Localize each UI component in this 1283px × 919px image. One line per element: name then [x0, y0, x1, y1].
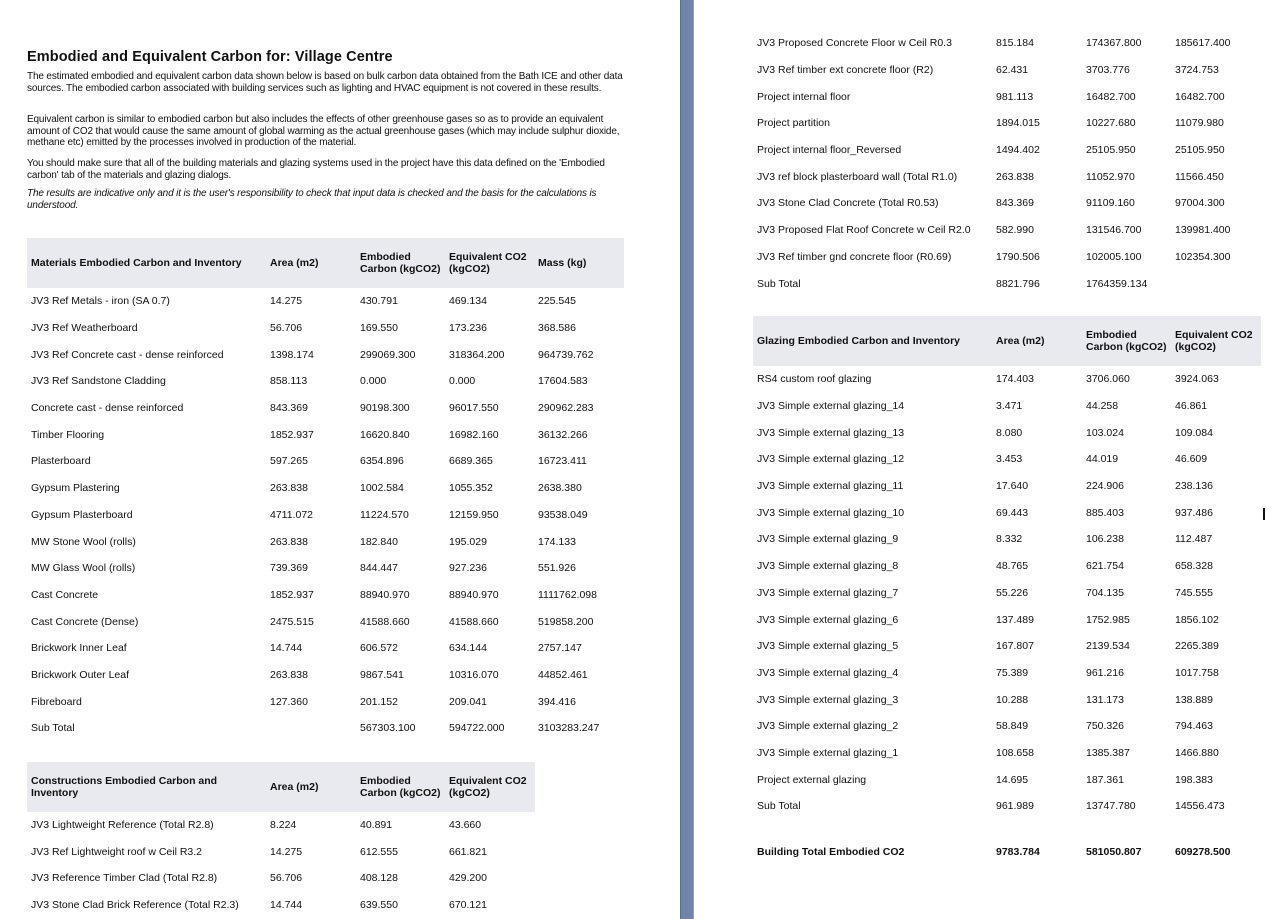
materials-cell: 88940.970 [449, 588, 499, 601]
materials-row [27, 288, 624, 315]
materials-cell: JV3 Ref Concrete cast - dense reinforced [31, 348, 224, 361]
constructions-cell: JV3 Lightweight Reference (Total R2.8) [31, 819, 214, 832]
glazing-header-equivalent: Equivalent CO2 (kgCO2) [1171, 316, 1261, 366]
constructions-continued-cell: 16482.700 [1175, 90, 1225, 103]
glazing-row [753, 499, 1261, 526]
glazing-cell: Sub Total [757, 800, 801, 813]
materials-cell: 173.236 [449, 322, 487, 335]
glazing-cell: RS4 custom roof glazing [757, 373, 872, 386]
materials-cell: 964739.762 [538, 348, 594, 361]
glazing-cell: 794.463 [1175, 720, 1213, 733]
materials-cell: 44852.461 [538, 668, 588, 681]
materials-cell: Concrete cast - dense reinforced [31, 402, 184, 415]
glazing-cell: 3924.063 [1175, 373, 1219, 386]
materials-row [27, 582, 624, 609]
constructions-continued-cell: 25105.950 [1175, 144, 1225, 157]
materials-cell: 174.133 [538, 535, 576, 548]
glazing-cell: 17.640 [996, 480, 1029, 493]
glazing-row [753, 393, 1261, 420]
constructions-continued-row [753, 244, 1261, 271]
materials-row [27, 635, 624, 662]
constructions-cell: 40.891 [360, 819, 393, 832]
constructions-continued-cell: JV3 Ref timber gnd concrete floor (R0.69) [757, 250, 952, 263]
constructions-continued-cell: 11079.980 [1175, 117, 1224, 130]
glazing-row [753, 526, 1261, 553]
glazing-row [753, 713, 1261, 740]
constructions-continued-cell: 582.990 [996, 224, 1034, 237]
materials-header-equivalent: Equivalent CO2 (kgCO2) [445, 238, 534, 288]
materials-row [27, 315, 624, 342]
materials-row [27, 421, 624, 448]
materials-cell: 4711.072 [270, 508, 314, 521]
constructions-continued-row [753, 30, 1261, 57]
materials-cell: 90198.300 [360, 402, 410, 415]
glazing-cell: JV3 Simple external glazing_9 [757, 533, 899, 546]
materials-cell: 17604.583 [538, 375, 588, 388]
glazing-cell: 137.489 [996, 613, 1034, 626]
glazing-cell: 1856.102 [1175, 613, 1219, 626]
glazing-row [753, 446, 1261, 473]
materials-cell: 430.791 [360, 295, 398, 308]
glazing-cell: 48.765 [996, 560, 1029, 573]
materials-cell: 606.572 [360, 642, 398, 655]
glazing-row [753, 419, 1261, 446]
constructions-continued-cell: 8821.796 [996, 277, 1040, 290]
constructions-continued-cell: 185617.400 [1175, 37, 1231, 50]
glazing-cell: JV3 Simple external glazing_1 [757, 746, 899, 759]
materials-cell: 11224.570 [360, 508, 409, 521]
materials-cell [266, 715, 356, 742]
glazing-header-embodied: Embodied Carbon (kgCO2) [1082, 316, 1171, 366]
materials-cell: 6354.896 [360, 455, 404, 468]
glazing-cell: 167.807 [996, 640, 1034, 653]
glazing-cell: 138.889 [1175, 693, 1213, 706]
glazing-cell: 2265.389 [1175, 640, 1219, 653]
materials-row [27, 688, 624, 715]
glazing-cell: Project external glazing [757, 773, 867, 786]
glazing-cell: JV3 Simple external glazing_11 [757, 480, 904, 493]
materials-row [27, 715, 624, 742]
glazing-row [753, 606, 1261, 633]
glazing-cell: 58.849 [996, 720, 1029, 733]
constructions-header-area: Area (m2) [266, 762, 356, 812]
glazing-cell: 224.906 [1086, 480, 1124, 493]
materials-cell: MW Stone Wool (rolls) [31, 535, 136, 548]
glazing-cell: 112.487 [1175, 533, 1213, 546]
materials-row [27, 395, 624, 422]
constructions-continued-cell: 843.369 [996, 197, 1034, 210]
building-total-embodied: 581050.807 [1086, 846, 1142, 858]
constructions-cell: 661.821 [449, 845, 487, 858]
glazing-cell: 131.173 [1086, 693, 1124, 706]
constructions-header-equivalent: Equivalent CO2 (kgCO2) [445, 762, 535, 812]
constructions-table-continued [753, 30, 1261, 297]
glazing-cell: 187.361 [1086, 773, 1124, 786]
constructions-continued-cell: 3703.776 [1086, 64, 1130, 77]
materials-cell: Cast Concrete [31, 588, 99, 601]
materials-cell: Sub Total [31, 722, 75, 735]
constructions-continued-cell: 11566.450 [1175, 170, 1224, 183]
building-total-row [753, 839, 1261, 865]
materials-cell: 843.369 [270, 402, 308, 415]
glazing-cell: 14.695 [996, 773, 1029, 786]
constructions-continued-cell: 131546.700 [1086, 224, 1142, 237]
constructions-continued-cell: Project internal floor_Reversed [757, 144, 902, 157]
glazing-cell: JV3 Simple external glazing_10 [757, 506, 905, 519]
glazing-cell: 1017.758 [1175, 666, 1219, 679]
materials-cell: Brickwork Inner Leaf [31, 642, 127, 655]
materials-cell: 16982.160 [449, 428, 499, 441]
constructions-continued-cell: 3724.753 [1175, 64, 1219, 77]
materials-cell: 567303.100 [360, 722, 416, 735]
materials-cell: 0.000 [449, 375, 476, 388]
building-total-table [753, 839, 1261, 865]
materials-cell: 14.275 [270, 295, 303, 308]
glazing-cell: 108.658 [996, 746, 1034, 759]
materials-cell: 12159.950 [449, 508, 499, 521]
constructions-continued-cell: 25105.950 [1086, 144, 1136, 157]
glazing-cell: 3706.060 [1086, 373, 1130, 386]
materials-cell: 195.029 [449, 535, 487, 548]
materials-cell: 2475.515 [270, 615, 314, 628]
constructions-continued-cell: 139981.400 [1175, 224, 1231, 237]
glazing-cell: 937.486 [1175, 506, 1213, 519]
materials-cell: Plasterboard [31, 455, 91, 468]
constructions-cell: 56.706 [270, 872, 303, 885]
constructions-continued-cell: 1494.402 [996, 144, 1040, 157]
glazing-cell: 75.389 [996, 666, 1029, 679]
materials-cell: Gypsum Plastering [31, 482, 120, 495]
materials-cell: MW Glass Wool (rolls) [31, 562, 136, 575]
constructions-continued-cell: 10227.680 [1086, 117, 1136, 130]
glazing-cell: 109.084 [1175, 426, 1213, 439]
materials-cell: 169.550 [360, 322, 398, 335]
constructions-row [27, 812, 535, 839]
glazing-cell: JV3 Simple external glazing_14 [757, 400, 905, 413]
materials-cell: 597.265 [270, 455, 308, 468]
materials-cell: 127.360 [270, 695, 308, 708]
materials-cell: 0.000 [360, 375, 387, 388]
glazing-cell: 961.216 [1086, 666, 1124, 679]
materials-cell: 9867.541 [360, 668, 404, 681]
materials-cell: 10316.070 [449, 668, 499, 681]
glazing-header-name: Glazing Embodied Carbon and Inventory [753, 316, 992, 366]
constructions-continued-cell: JV3 ref block plasterboard wall (Total R1.0) [757, 170, 958, 183]
materials-cell: 551.926 [538, 562, 576, 575]
constructions-continued-cell: 981.113 [996, 90, 1034, 103]
materials-row [27, 448, 624, 475]
glazing-cell: JV3 Simple external glazing_3 [757, 693, 899, 706]
materials-cell: JV3 Ref Metals - iron (SA 0.7) [31, 295, 170, 308]
materials-row [27, 555, 624, 582]
materials-cell: 263.838 [270, 535, 308, 548]
glazing-cell: 103.024 [1086, 426, 1124, 439]
glazing-cell: 750.326 [1086, 720, 1124, 733]
materials-cell: 1055.352 [449, 482, 493, 495]
glazing-row [753, 366, 1261, 393]
materials-cell: 3103283.247 [538, 722, 600, 735]
intro-paragraph-2: Equivalent carbon is similar to embodied carbon but also includes the effects of other greenhouse gases so as to provide an equivalent amount of CO2 that would cause the same amount of global warming as the actual greenhouse gases (which may include sulphur dioxide, methane etc) emitted by the processes involved in production of the material. [27, 114, 620, 149]
glazing-header-area: Area (m2) [992, 316, 1082, 366]
materials-cell: 290962.283 [538, 402, 594, 415]
glazing-cell: 745.555 [1175, 586, 1213, 599]
materials-cell: Gypsum Plasterboard [31, 508, 133, 521]
constructions-continued-cell: 16482.700 [1086, 90, 1136, 103]
glazing-row [753, 633, 1261, 660]
materials-header-area: Area (m2) [266, 238, 356, 288]
materials-cell: 182.840 [360, 535, 398, 548]
glazing-cell: 704.135 [1086, 586, 1124, 599]
constructions-continued-row [753, 83, 1261, 110]
constructions-cell: 612.555 [360, 845, 398, 858]
glazing-row [753, 660, 1261, 687]
materials-cell: 1398.174 [270, 348, 314, 361]
constructions-cell: 429.200 [449, 872, 487, 885]
glazing-row [753, 793, 1261, 820]
building-total-area: 9783.784 [996, 846, 1040, 858]
materials-cell: 394.416 [538, 695, 576, 708]
constructions-continued-cell: 102005.100 [1086, 250, 1142, 263]
materials-row [27, 608, 624, 635]
materials-cell: 927.236 [449, 562, 487, 575]
materials-cell: 2638.380 [538, 482, 582, 495]
materials-cell: Cast Concrete (Dense) [31, 615, 139, 628]
materials-cell: 6689.365 [449, 455, 493, 468]
constructions-cell: JV3 Ref Lightweight roof w Ceil R3.2 [31, 845, 202, 858]
materials-cell: 263.838 [270, 668, 308, 681]
constructions-continued-cell: JV3 Proposed Flat Roof Concrete w Ceil R2.0 [757, 224, 971, 237]
constructions-header-embodied: Embodied Carbon (kgCO2) [356, 762, 445, 812]
building-total-label: Building Total Embodied CO2 [757, 846, 905, 858]
glazing-cell: 69.443 [996, 506, 1029, 519]
glazing-cell: 13747.780 [1086, 800, 1136, 813]
constructions-continued-cell: 1764359.134 [1086, 277, 1148, 290]
materials-header-name: Materials Embodied Carbon and Inventory [27, 238, 266, 288]
materials-cell: 1852.937 [270, 588, 314, 601]
glazing-cell: JV3 Simple external glazing_2 [757, 720, 899, 733]
materials-cell: 56.706 [270, 322, 303, 335]
materials-cell: 1852.937 [270, 428, 314, 441]
intro-paragraph-1: The estimated embodied and equivalent carbon data shown below is based on bulk carbon data obtained from the Bath ICE and other data sources. The embodied carbon associated with building services such as lighting and HVAC equipment is not covered in these results. [27, 71, 623, 94]
materials-cell: 16723.411 [538, 455, 587, 468]
materials-cell: 594722.000 [449, 722, 505, 735]
constructions-cell: JV3 Stone Clad Brick Reference (Total R2.3) [31, 899, 239, 912]
materials-cell: Fibreboard [31, 695, 82, 708]
glazing-cell: 14556.473 [1175, 800, 1225, 813]
constructions-continued-row [753, 217, 1261, 244]
glazing-cell: 3.453 [996, 453, 1023, 466]
constructions-cell: 43.660 [449, 819, 482, 832]
constructions-cell: 14.744 [270, 899, 303, 912]
glazing-cell: JV3 Simple external glazing_13 [757, 426, 905, 439]
constructions-continued-row [753, 110, 1261, 137]
materials-cell: 469.134 [449, 295, 487, 308]
materials-cell: 93538.049 [538, 508, 588, 521]
glazing-row [753, 473, 1261, 500]
glazing-row [753, 580, 1261, 607]
materials-cell: JV3 Ref Sandstone Cladding [31, 375, 166, 388]
glazing-cell: JV3 Simple external glazing_6 [757, 613, 899, 626]
materials-row [27, 341, 624, 368]
materials-cell: 858.113 [270, 375, 308, 388]
materials-header-mass: Mass (kg) [534, 238, 624, 288]
glazing-cell: 106.238 [1086, 533, 1124, 546]
glazing-cell: 174.403 [996, 373, 1034, 386]
glazing-cell: 1752.985 [1086, 613, 1130, 626]
materials-cell: 634.144 [449, 642, 487, 655]
materials-cell: 844.447 [360, 562, 398, 575]
glazing-table [753, 316, 1261, 820]
glazing-cell: 621.754 [1086, 560, 1124, 573]
materials-row [27, 475, 624, 502]
materials-table [27, 238, 624, 742]
glazing-cell: 44.258 [1086, 400, 1119, 413]
glazing-cell: 55.226 [996, 586, 1029, 599]
constructions-continued-cell: 815.184 [996, 37, 1034, 50]
materials-cell: 2757.147 [538, 642, 582, 655]
glazing-cell: 1385.387 [1086, 746, 1130, 759]
glazing-cell: 10.288 [996, 693, 1029, 706]
materials-cell: 519858.200 [538, 615, 594, 628]
constructions-continued-row [753, 270, 1261, 297]
glazing-cell: 2139.534 [1086, 640, 1130, 653]
glazing-cell: JV3 Simple external glazing_12 [757, 453, 905, 466]
constructions-cell: 14.275 [270, 845, 303, 858]
constructions-continued-cell: 263.838 [996, 170, 1034, 183]
materials-cell: 225.545 [538, 295, 576, 308]
constructions-continued-cell: 62.431 [996, 64, 1029, 77]
glazing-row [753, 766, 1261, 793]
constructions-row [27, 839, 535, 866]
constructions-continued-cell: Project internal floor [757, 90, 851, 103]
constructions-cell: 408.128 [360, 872, 398, 885]
materials-row [27, 662, 624, 689]
materials-row [27, 502, 624, 529]
constructions-continued-cell: 91109.160 [1086, 197, 1135, 210]
constructions-continued-cell: 1790.506 [996, 250, 1040, 263]
glazing-cell: JV3 Simple external glazing_8 [757, 560, 899, 573]
page-gutter [680, 0, 694, 919]
constructions-continued-cell: JV3 Ref timber ext concrete floor (R2) [757, 64, 934, 77]
constructions-continued-cell: 102354.300 [1175, 250, 1231, 263]
constructions-continued-cell: 1894.015 [996, 117, 1040, 130]
glazing-cell: JV3 Simple external glazing_5 [757, 640, 899, 653]
glazing-cell: 198.383 [1175, 773, 1213, 786]
glazing-cell: 885.403 [1086, 506, 1124, 519]
constructions-continued-cell: Project partition [757, 117, 830, 130]
intro-paragraph-3: You should make sure that all of the building materials and glazing systems used in the project have this data defined on the 'Embodied carbon' tab of the materials and glazing dialogs. [27, 158, 605, 181]
materials-cell: 16620.840 [360, 428, 410, 441]
materials-cell: 88940.970 [360, 588, 410, 601]
glazing-cell: 46.609 [1175, 453, 1208, 466]
constructions-cell: 670.121 [449, 899, 487, 912]
constructions-continued-cell: JV3 Proposed Concrete Floor w Ceil R0.3 [757, 37, 952, 50]
glazing-cell: 3.471 [996, 400, 1023, 413]
materials-cell: 1002.584 [360, 482, 404, 495]
glazing-cell: 8.080 [996, 426, 1023, 439]
materials-cell: 1111762.098 [538, 588, 597, 601]
constructions-continued-row [753, 190, 1261, 217]
constructions-continued-cell: 11052.970 [1086, 170, 1135, 183]
glazing-cell: 44.019 [1086, 453, 1119, 466]
constructions-cell: JV3 Reference Timber Clad (Total R2.8) [31, 872, 218, 885]
constructions-continued-row [753, 163, 1261, 190]
glazing-cell: JV3 Simple external glazing_7 [757, 586, 899, 599]
materials-cell: 368.586 [538, 322, 576, 335]
constructions-continued-cell: Sub Total [757, 277, 801, 290]
materials-cell: Brickwork Outer Leaf [31, 668, 130, 681]
glazing-cell: 961.989 [996, 800, 1034, 813]
materials-cell: 299069.300 [360, 348, 416, 361]
intro-paragraph-4: The results are indicative only and it is the user's responsibility to check that input data is checked and the basis for the calculations is understood. [27, 188, 597, 211]
glazing-cell: 238.136 [1175, 480, 1213, 493]
materials-cell: 41588.660 [449, 615, 499, 628]
materials-cell: 36132.266 [538, 428, 588, 441]
glazing-row [753, 686, 1261, 713]
glazing-cell: 8.332 [996, 533, 1023, 546]
glazing-cell: 658.328 [1175, 560, 1213, 573]
constructions-row [27, 892, 535, 919]
constructions-row [27, 865, 535, 892]
materials-cell: 41588.660 [360, 615, 410, 628]
materials-cell: 96017.550 [449, 402, 499, 415]
materials-cell: 14.744 [270, 642, 303, 655]
materials-cell: 739.369 [270, 562, 308, 575]
constructions-continued-row [753, 57, 1261, 84]
constructions-continued-row [753, 137, 1261, 164]
materials-cell: 263.838 [270, 482, 308, 495]
constructions-header-name: Constructions Embodied Carbon and Inventory [27, 762, 266, 812]
report-title: Embodied and Equivalent Carbon for: Village Centre [27, 49, 393, 65]
constructions-continued-cell: 174367.800 [1086, 37, 1142, 50]
constructions-cell: 639.550 [360, 899, 398, 912]
glazing-cell: JV3 Simple external glazing_4 [757, 666, 899, 679]
constructions-table [27, 762, 535, 918]
constructions-cell: 8.224 [270, 819, 297, 832]
materials-cell: 318364.200 [449, 348, 505, 361]
materials-row [27, 368, 624, 395]
building-total-equivalent: 609278.500 [1175, 846, 1231, 858]
materials-row [27, 528, 624, 555]
materials-cell: 201.152 [360, 695, 398, 708]
materials-header-embodied: Embodied Carbon (kgCO2) [356, 238, 445, 288]
report-page-right [694, 0, 1283, 919]
constructions-continued-cell [1171, 270, 1261, 297]
materials-cell: JV3 Ref Weatherboard [31, 322, 138, 335]
materials-cell: 209.041 [449, 695, 487, 708]
constructions-continued-cell: JV3 Stone Clad Concrete (Total R0.53) [757, 197, 939, 210]
glazing-cell: 46.861 [1175, 400, 1208, 413]
glazing-row [753, 553, 1261, 580]
glazing-cell: 1466.880 [1175, 746, 1219, 759]
materials-cell: Timber Flooring [31, 428, 105, 441]
text-cursor-icon [1263, 508, 1265, 520]
glazing-row [753, 740, 1261, 767]
constructions-continued-cell: 97004.300 [1175, 197, 1225, 210]
